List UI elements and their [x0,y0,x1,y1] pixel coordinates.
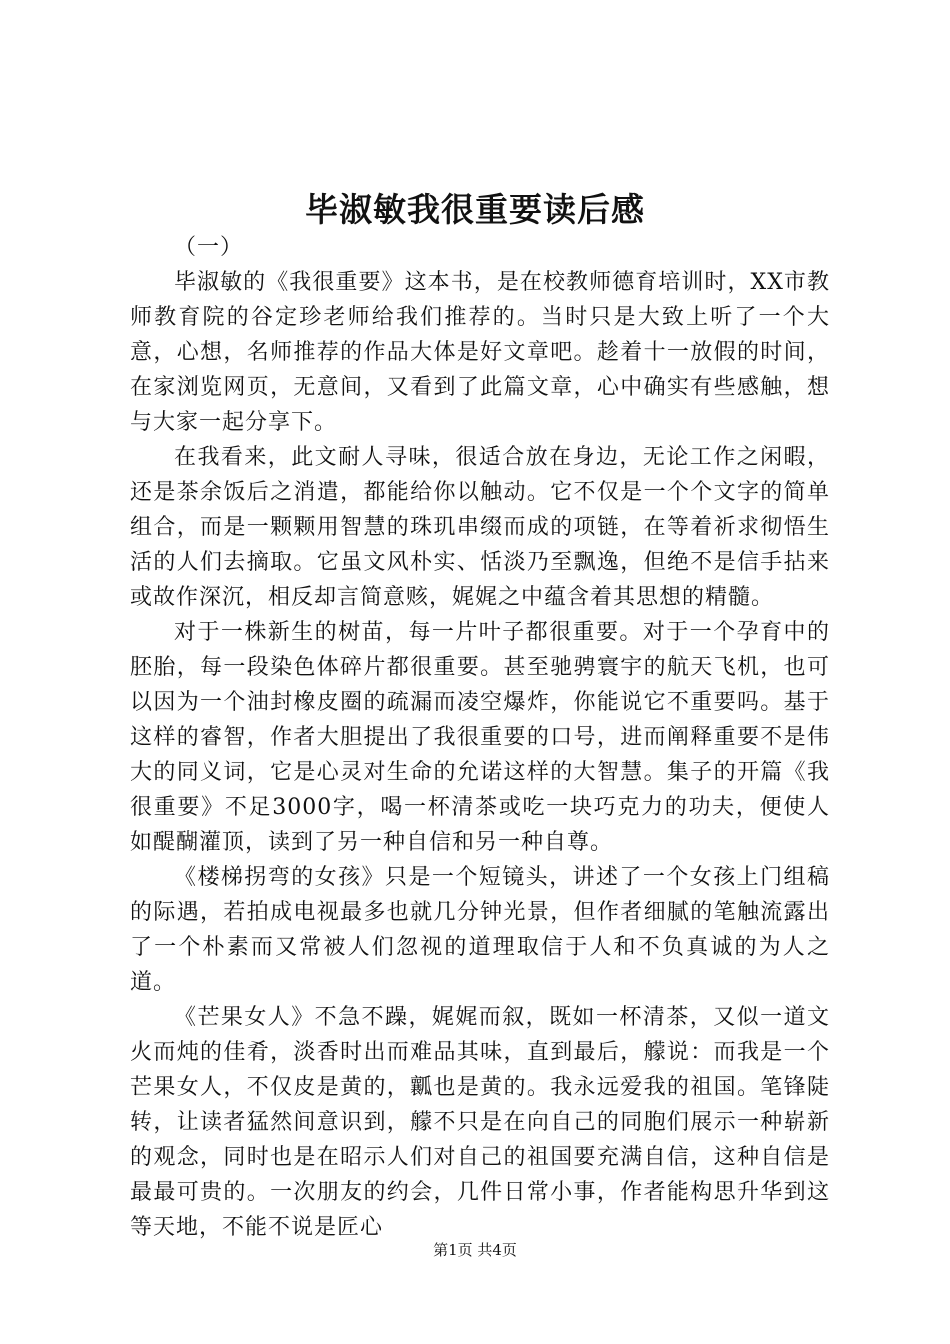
paragraph: 对于一株新生的树苗，每一片叶子都很重要。对于一个孕育中的胚胎，每一段染色体碎片都很重要。甚至驰骋寰宇的航天飞机，也可以因为一个油封橡皮圈的疏漏而凌空爆炸，你能说它不重要吗。基于这样的睿智，作者大胆提出了我很重要的口号，进而阐释重要不是伟大的同义词，它是心灵对生命的允诺这样的大智慧。集子的开篇《我很重要》不足3000字，喝一杯清茶或吃一块巧克力的功夫，便使人如醍醐灌顶，读到了另一种自信和另一种自尊。 [130,620,830,855]
document-body [130,230,830,1245]
page-footer: 第1页 共4页 [433,1241,517,1259]
paragraph: 毕淑敏的《我很重要》这本书，是在校教师德育培训时，XX市教师教育院的谷定珍老师给我们推荐的。当时只是大致上听了一个大意，心想，名师推荐的作品大体是好文章吧。趁着十一放假的时间，在家浏览网页，无意间，又看到了此篇文章，心中确实有些感触，想与大家一起分享下。 [130,270,830,435]
paragraph-section-marker: （一） [174,235,244,260]
paragraph: 《楼梯拐弯的女孩》只是一个短镜头，讲述了一个女孩上门组稿的际遇，若拍成电视最多也就几分钟光景，但作者细腻的笔触流露出了一个朴素而又常被人们忽视的道理取信于人和不负真诚的为人之道。 [130,865,830,995]
document-title: 毕淑敏我很重要读后感 [305,190,645,229]
paragraph: 在我看来，此文耐人寻味，很适合放在身边，无论工作之闲暇，还是茶余饭后之消遣，都能给你以触动。它不仅是一个个文字的简单组合，而是一颗颗用智慧的珠玑串缀而成的项链，在等着祈求彻悟生活的人们去摘取。它虽文风朴实、恬淡乃至飘逸，但绝不是信手拈来或故作深沉，相反却言简意赅，娓娓之中蕴含着其思想的精髓。 [130,445,830,610]
paragraph: 《芒果女人》不急不躁，娓娓而叙，既如一杯清茶，又似一道文火而炖的佳肴，淡香时出而难品其味，直到最后，艨说：而我是一个芒果女人，不仅皮是黄的，瓤也是黄的。我永远爱我的祖国。笔锋陡转，让读者猛然间意识到，艨不只是在向自己的同胞们展示一种崭新的观念，同时也是在昭示人们对自己的祖国要充满自信，这种自信是最最可贵的。一次朋友的约会，几件日常小事，作者能构思升华到这等天地，不能不说是匠心 [130,1005,830,1240]
